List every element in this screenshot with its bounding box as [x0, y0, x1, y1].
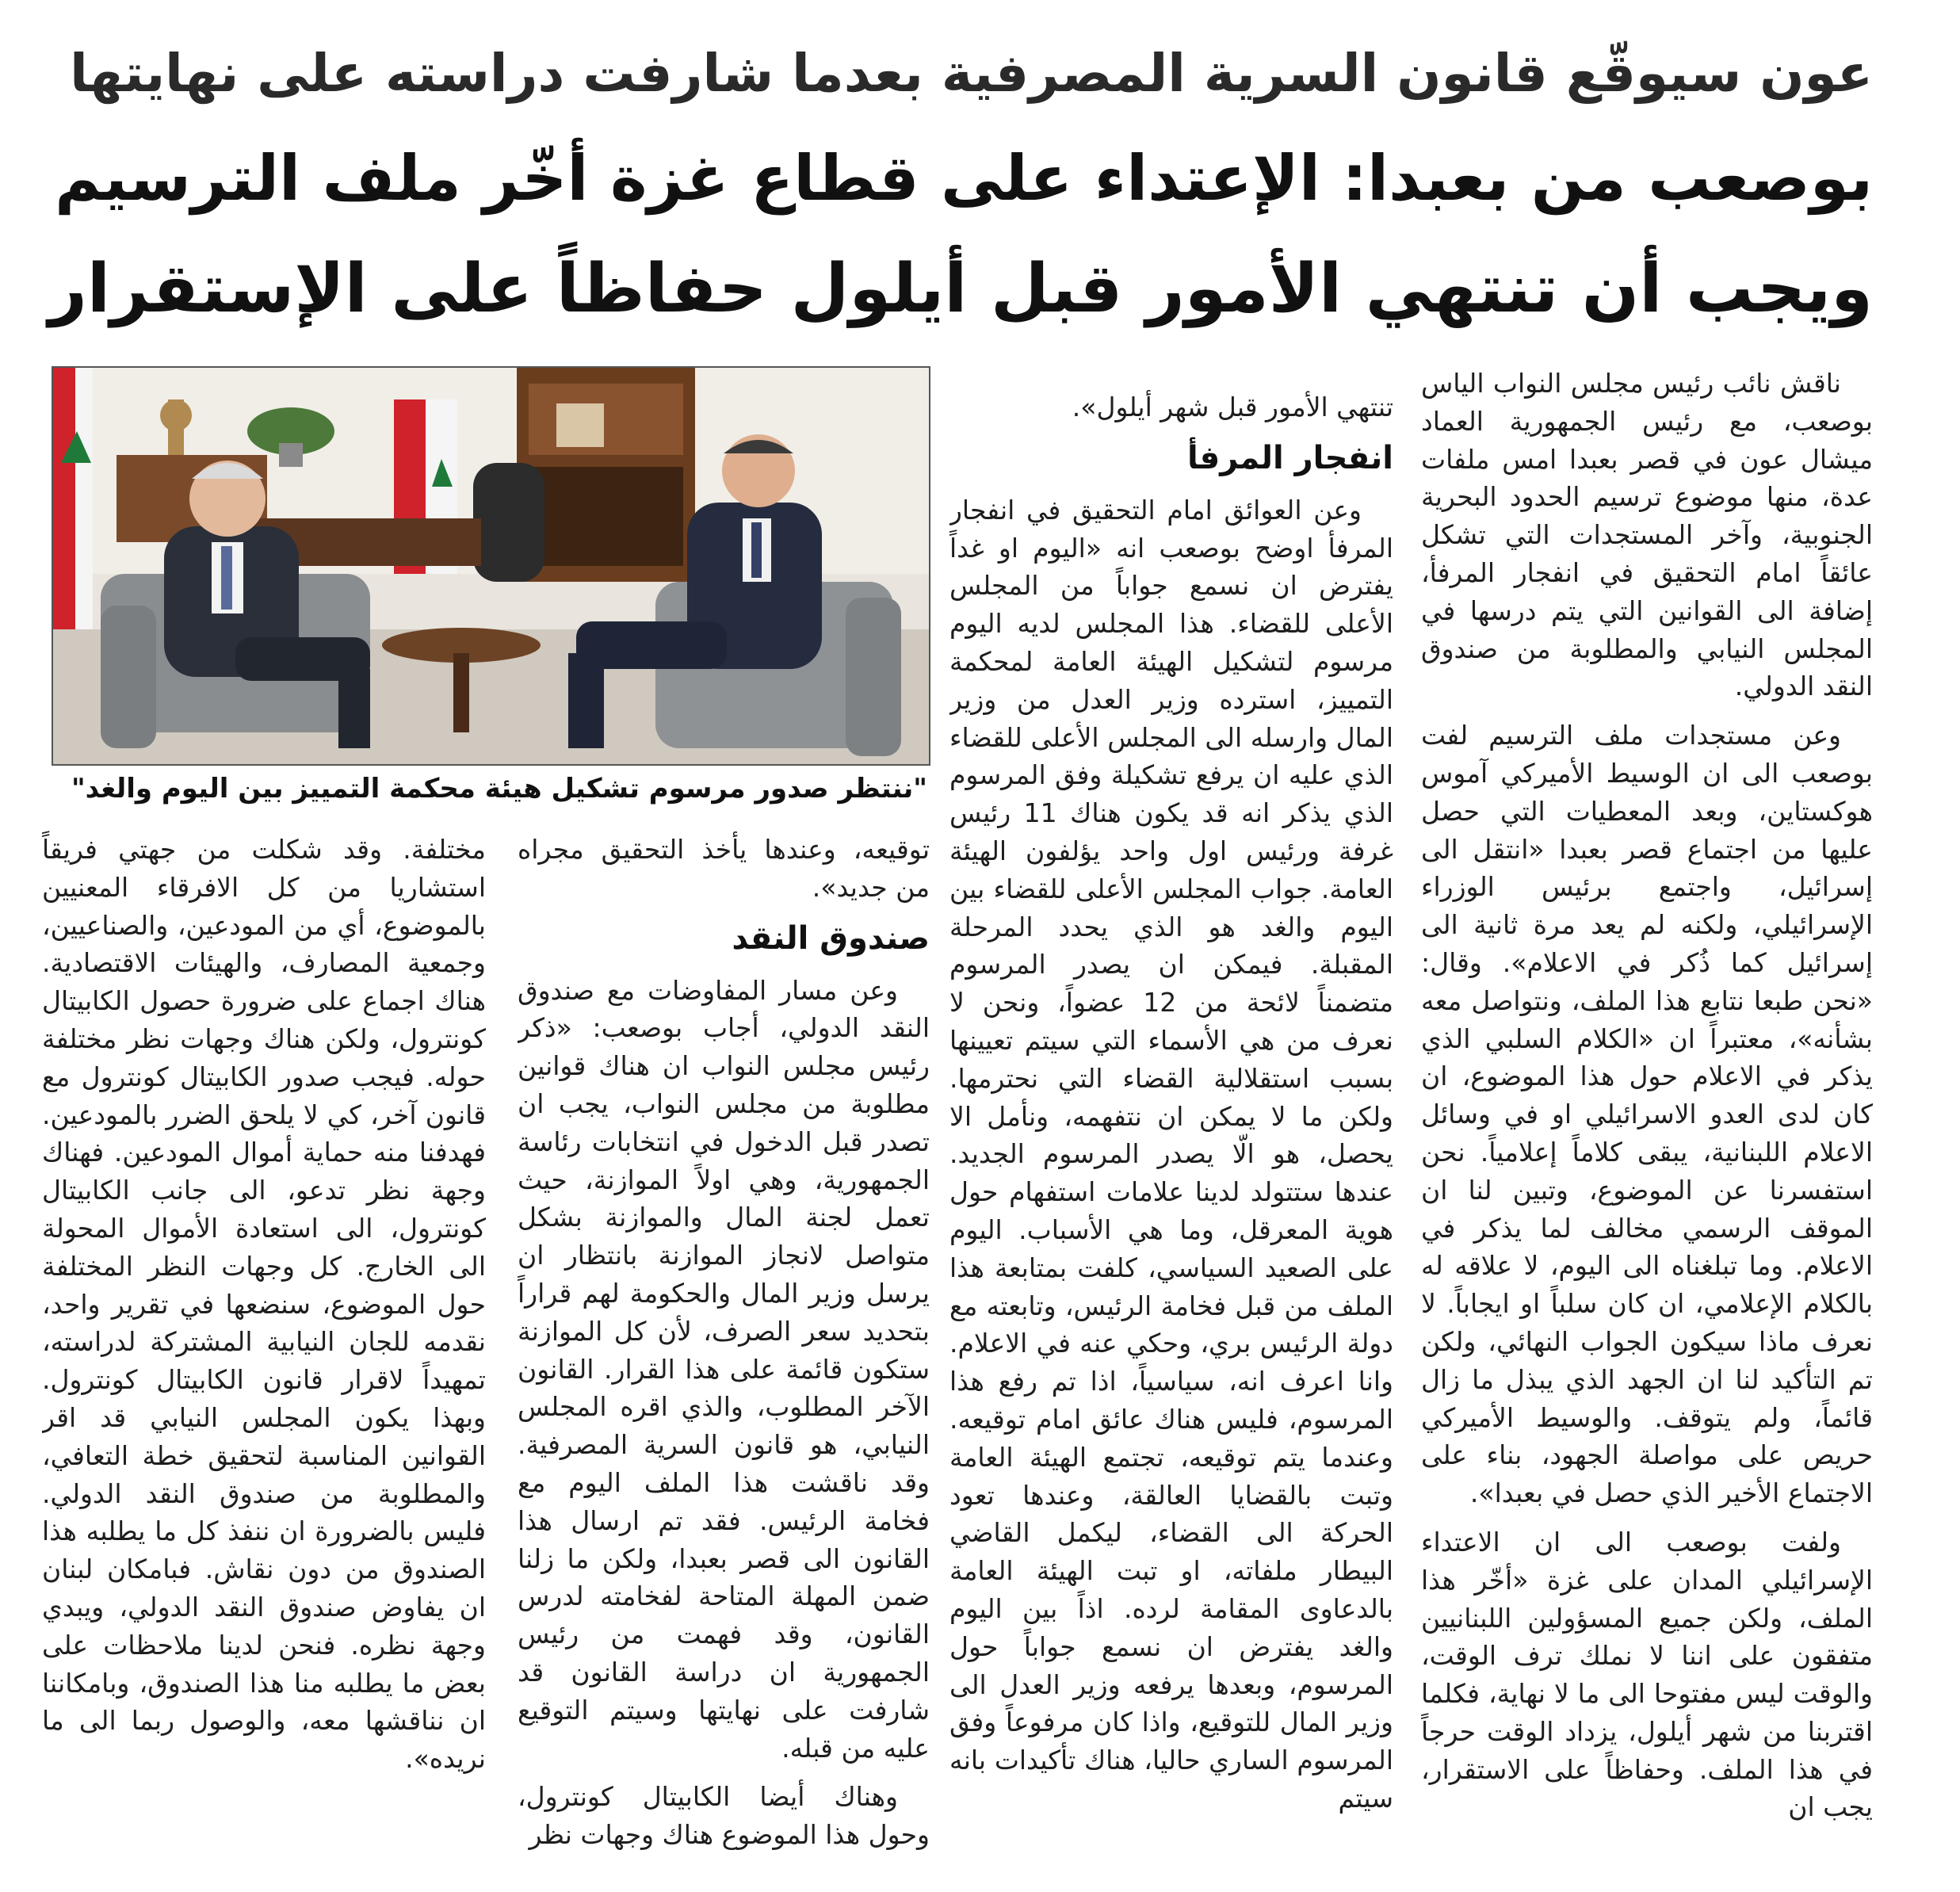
article-column-3: [518, 831, 930, 1861]
col2-paragraph-1: وعن العوائق امام التحقيق في انفجار المرفأ اوضح بوصعب انه «اليوم او غداً يفترض ان نسمع جواباً من المجلس الأعلى للقضاء. هذا المجلس لديه اليوم مرسوم لتشكيل الهيئة العامة لمحكمة التمييز، استرده وزير العدل من وزير المال وارسله الى المجلس الأعلى للقضاء الذي عليه ان يرفع تشكيلة وفق المرسوم الذي يذكر انه قد يكون هناك 11 رئيس غرفة ورئيس اول واحد يؤلفون الهيئة العامة. جواب المجلس الأعلى للقضاء بين اليوم والغد هو الذي يحدد المرحلة المقبلة. فيمكن ان يصدر المرسوم متضمناً لائحة من 12 عضواً، ونحن لا نعرف من هي الأسماء التي سيتم تعيينها بسبب استقلالية القضاء التي نحترمها. ولكن ما لا يمكن ان نتفهمه، ونأمل الا يحصل، هو الّا يصدر المرسوم الجديد. عندها ستتولد لدينا علامات استفهام حول هوية المعرقل، وما هي الأسباب. اليوم على الصعيد السياسي، كلفت بمتابعة هذا الملف من قبل فخامة الرئيس، وتابعته مع دولة الرئيس بري، وحكي عنه في الاعلام. وانا اعرف انه، سياسياً، اذا تم رفع هذا المرسوم، فليس هناك عائق امام توقيعه. وعندما يتم توقيعه، تجتمع الهيئة العامة وتبت بالقضايا العالقة، وعندها تعود الحركة الى القضاء، ليكمل القاضي البيطار ملفاته، او تبت الهيئة العامة بالدعاوى المقامة لرده. اذاً بين اليوم والغد يفترض ان نسمع جواباً حول المرسوم، وبعدها يرفعه وزير العدل الى وزير المال للتوقيع، واذا كان مرفوعاً وفق المرسوم الساري حاليا، هناك تأكيدات بانه سيتم: [949, 494, 1393, 1814]
meeting-photo-illustration: [53, 368, 929, 764]
article-column-4: [42, 831, 486, 1861]
main-headline-line-2: ويجب أن تنتهي الأمور قبل أيلول حفاظاً على الإستقرار: [48, 250, 1873, 328]
col3-paragraph-2: وهناك أيضا الكابيتال كونترول، وحول هذا الموضوع هناك وجهات نظر: [518, 1781, 930, 1851]
col1-paragraph-3: ولفت بوصعب الى ان الاعتداء الإسرائيلي المدان على غزة «أخّر هذا الملف، ولكن جميع المسؤولين اللبنانيين متفقون على اننا لا نملك ترف الوقت، والوقت ليس مفتوحا الى ما لا نهاية، فكلما اقتربنا من شهر أيلول، يزداد الوقت حرجاً في هذا الملف. وحفاظاً على الاستقرار، يجب ان: [1421, 1526, 1873, 1823]
col3-paragraph-1: وعن مسار المفاوضات مع صندوق النقد الدولي، أجاب بوصعب: «ذكر رئيس مجلس النواب ان هناك قوانين مطلوبة من مجلس النواب، يجب ان تصدر قبل الدخول في انتخابات رئاسة الجمهورية، وهي اولاً الموازنة، حيث تعمل لجنة المال والموازنة بشكل متواصل لانجاز الموازنة بانتظار ان يرسل وزير المال والحكومة لهم قراراً بتحديد سعر الصرف، لأن كل الموازنة ستكون قائمة على هذا القرار. القانون الآخر المطلوب، والذي اقره المجلس النيابي، هو قانون السرية المصرفية. وقد ناقشت هذا الملف اليوم مع فخامة الرئيس. فقد تم ارسال هذا القانون الى قصر بعبدا، ولكن ما زلنا ضمن المهلة المتاحة لفخامته لدرس القانون، وقد فهمت من رئيس الجمهورية ان دراسة القانون قد شارفت على نهايتها وسيتم التوقيع عليه من قبله.: [518, 974, 930, 1764]
col1-paragraph-1: ناقش نائب رئيس مجلس النواب الياس بوصعب، مع رئيس الجمهورية العماد ميشال عون في قصر بعبدا امس ملفات عدة، منها موضوع ترسيم الحدود البحرية الجنوبية، وآخر المستجدات التي تشكل عائقاً امام التحقيق في انفجار المرفأ، إضافة الى القوانين التي يتم درسها في المجلس النيابي والمطلوبة من صندوق النقد الدولي.: [1421, 368, 1873, 702]
section-heading-port-explosion: انفجار المرفأ: [1187, 439, 1393, 476]
col3-lead-line: توقيعه، وعندها يأخذ التحقيق مجراه من جديد».: [518, 834, 930, 903]
kicker-headline: عون سيوقّع قانون السرية المصرفية بعدما شارفت دراسته على نهايتها: [70, 43, 1873, 104]
article-column-2: [949, 388, 1393, 1863]
photo-caption: "ننتظر صدور مرسوم تشكيل هيئة محكمة التمييز بين اليوم والغد": [71, 773, 927, 805]
main-headline-line-1: بوصعب من بعبدا: الإعتداء على قطاع غزة أخّر ملف الترسيم: [55, 142, 1873, 215]
col2-lead-line: تنتهي الأمور قبل شهر أيلول».: [1072, 392, 1393, 422]
col1-paragraph-2: وعن مستجدات ملف الترسيم لفت بوصعب الى ان الوسيط الأميركي آموس هوكستاين، وبعد المعطيات التي حصل عليها من اجتماع قصر بعبدا «انتقل الى إسرائيل، واجتمع برئيس الوزراء الإسرائيلي، ولكنه لم يعد مرة ثانية الى إسرائيل كما ذُكر في الاعلام». وقال: «نحن طبعا نتابع هذا الملف، ونتواصل معه بشأنه»، معتبراً ان «الكلام السلبي الذي يذكر في الاعلام حول هذا الموضوع، ان كان لدى العدو الاسرائيلي او في وسائل الاعلام اللبنانية، يبقى كلاماً إعلامياً. نحن استفسرنا عن الموضوع، وتبين لنا ان الموقف الرسمي مخالف لما يذكر في الاعلام. وما تبلغناه الى اليوم، لا علاقه له بالكلام الإعلامي، ان كان سلباً او ايجاباً. لا نعرف ماذا سيكون الجواب النهائي، ولكن تم التأكيد لنا ان الجهد الذي يبذل ما زال قائماً، ولم يتوقف. والوسيط الأميركي حريص على مواصلة الجهود، بناء على الاجتماع الأخير الذي حصل في بعبدا».: [1421, 720, 1873, 1509]
article-photo: [52, 366, 930, 766]
section-heading-imf: صندوق النقد: [732, 919, 930, 957]
col4-paragraph-1: مختلفة. وقد شكلت من جهتي فريقاً استشاريا من كل الافرقاء المعنيين بالموضوع، أي من المودعين، والصناعيين، وجمعية المصارف، والهيئات الاقتصادية. هناك اجماع على ضرورة حصول الكابيتال كونترول، ولكن هناك وجهات نظر مختلفة حوله. فيجب صدور الكابيتال كونترول مع قانون آخر، كي لا يلحق الضرر بالمودعين. فهدفنا منه حماية أموال المودعين. فهناك وجهة نظر تدعو، الى جانب الكابيتال كونترول، الى استعادة الأموال المحولة الى الخارج. كل وجهات النظر المختلفة حول الموضوع، سنضعها في تقرير واحد، نقدمه للجان النيابية المشتركة لدراسته، تمهيداً لاقرار قانون الكابيتال كونترول. وبهذا يكون المجلس النيابي قد اقر القوانين المناسبة لتحقيق خطة التعافي، والمطلوبة من صندوق النقد الدولي. فليس بالضرورة ان ننفذ كل ما يطلبه هذا الصندوق من دون نقاش. فبامكان لبنان ان يفاوض صندوق النقد الدولي، ويبدي وجهة نظره. فنحن لدينا ملاحظات على بعض ما يطلبه منا هذا الصندوق، وبامكاننا ان نناقشها معه، والوصول ربما الى ما نريده».: [42, 834, 486, 1775]
article-column-1: [1421, 365, 1873, 1863]
